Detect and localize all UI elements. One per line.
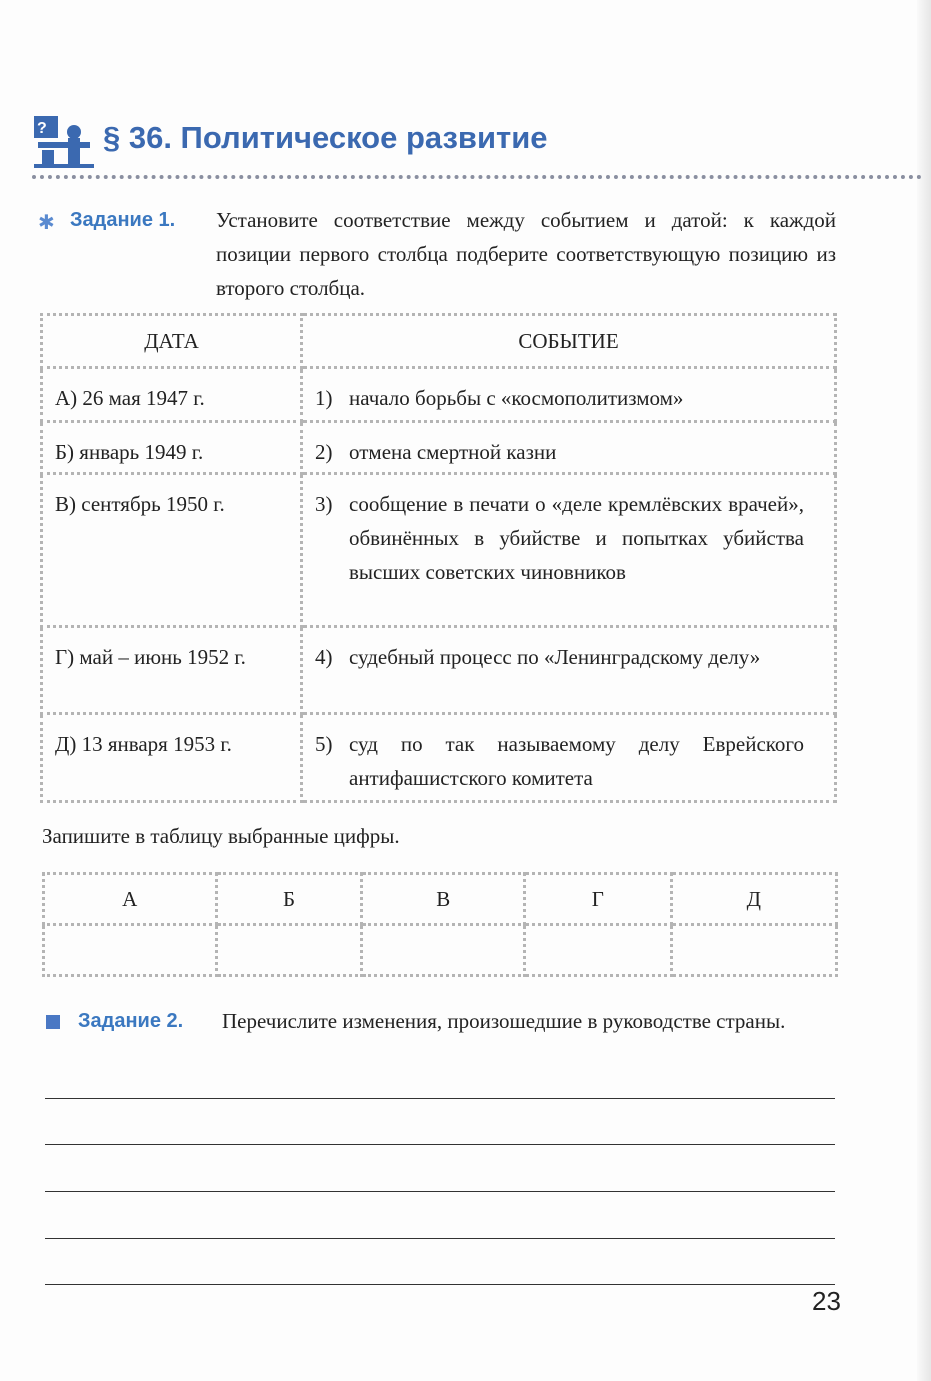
event-number: 5) (315, 732, 333, 756)
table-row (42, 368, 836, 422)
event-number: 2) (315, 440, 333, 464)
section-logo-icon (34, 116, 94, 168)
answer-instruction: Запишите в таблицу выбранные цифры. (42, 824, 400, 848)
answer-line[interactable] (45, 1238, 835, 1239)
page-number: 23 (812, 1286, 841, 1316)
date-cell: В) сентябрь 1950 г. (42, 474, 302, 627)
date-cell: А) 26 мая 1947 г. (42, 368, 302, 422)
event-cell: судебный процесс по «Ленинградскому делу» (349, 645, 761, 669)
answer-line[interactable] (45, 1284, 835, 1285)
task-1 (70, 203, 835, 313)
page-edge (917, 0, 931, 1381)
answer-cell-v[interactable] (362, 925, 525, 976)
svg-text:?: ? (37, 120, 47, 137)
task-1-text: Установите соответствие между событием и датой: к каждой позиции первого столбца подберите соответствующую позицию из второго столбца. (216, 208, 836, 300)
answer-line[interactable] (45, 1098, 835, 1099)
answer-cell-b[interactable] (216, 925, 362, 976)
event-cell: начало борьбы с «космополитизмом» (349, 386, 684, 410)
answer-table (42, 872, 838, 977)
task-2 (78, 1004, 843, 1079)
date-cell: Б) январь 1949 г. (42, 422, 302, 474)
matching-table (40, 313, 837, 803)
task-2-label: Задание 2. (78, 1010, 184, 1032)
table-row (42, 714, 836, 802)
task-1-label: Задание 1. (70, 209, 176, 231)
answer-header-g: Г (525, 874, 672, 925)
title-divider (32, 175, 922, 179)
page-title: § 36. Политическое развитие (103, 120, 548, 155)
event-cell: отмена смертной казни (349, 440, 557, 464)
event-number: 3) (315, 492, 333, 516)
answer-header-v: В (362, 874, 525, 925)
table-row (42, 422, 836, 474)
answer-header-a: А (44, 874, 217, 925)
answer-cell-a[interactable] (44, 925, 217, 976)
event-cell: сообщение в печати о «деле кремлёвских врачей», обвинённых в убийстве и попытках убийства высших советских чиновников (349, 492, 804, 584)
event-number: 1) (315, 386, 333, 410)
table-row (42, 474, 836, 627)
column-header-date: ДАТА (42, 315, 302, 368)
event-number: 4) (315, 645, 333, 669)
answer-cell-d[interactable] (671, 925, 836, 976)
table-row (42, 627, 836, 714)
answer-line[interactable] (45, 1191, 835, 1192)
answer-header-d: Д (671, 874, 836, 925)
answer-line[interactable] (45, 1144, 835, 1145)
date-cell: Г) май – июнь 1952 г. (42, 627, 302, 714)
task-2-text: Перечислите изменения, произошедшие в руководстве страны. (222, 1009, 786, 1033)
column-header-event: СОБЫТИЕ (302, 315, 836, 368)
star-icon: ✱ (38, 212, 55, 234)
event-cell: суд по так называемому делу Еврейского антифашистского комитета (349, 732, 804, 790)
answer-header-b: Б (216, 874, 362, 925)
date-cell: Д) 13 января 1953 г. (42, 714, 302, 802)
answer-cell-g[interactable] (525, 925, 672, 976)
square-icon (46, 1015, 60, 1029)
